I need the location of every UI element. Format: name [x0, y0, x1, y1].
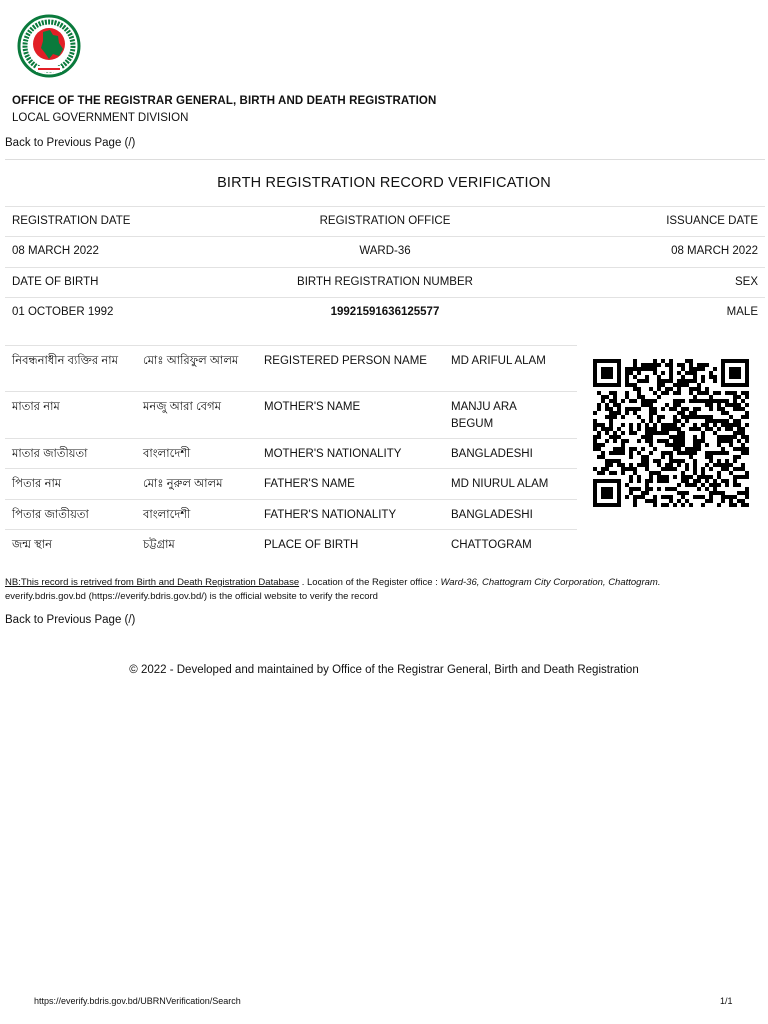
sex-value: MALE — [726, 306, 758, 318]
qr-code-icon — [593, 359, 749, 507]
value-bn: বাংলাদেশী — [143, 448, 191, 460]
divider — [5, 159, 765, 160]
value-en: MD ARIFUL ALAM — [451, 355, 546, 367]
issuance-date-value: 08 MARCH 2022 — [671, 245, 758, 257]
org-subtitle: LOCAL GOVERNMENT DIVISION — [12, 112, 189, 124]
value-en: MD NIURUL ALAM — [451, 478, 549, 490]
value-bn: মনজু আরা বেগম — [143, 401, 221, 413]
label-en: MOTHER'S NATIONALITY — [264, 448, 402, 460]
copyright-footer: © 2022 - Developed and maintained by Office of the Registrar General, Birth and Death Registration — [129, 664, 639, 676]
brn-label: BIRTH REGISTRATION NUMBER — [297, 276, 473, 288]
value-en: BANGLADESHI — [451, 448, 533, 460]
org-title: OFFICE OF THE REGISTRAR GENERAL, BIRTH AND DEATH REGISTRATION — [12, 95, 437, 107]
label-bn: মাতার জাতীয়তা — [12, 448, 88, 460]
print-url: https://everify.bdris.gov.bd/UBRNVerification/Search — [34, 996, 241, 1006]
label-en: PLACE OF BIRTH — [264, 539, 359, 551]
table-row — [5, 391, 577, 439]
page-number: 1/1 — [720, 996, 733, 1006]
nb-database-link[interactable]: NB:This record is retrived from Birth and Death Registration Database — [5, 577, 300, 588]
issuance-date-label: ISSUANCE DATE — [666, 215, 758, 227]
value-en: BANGLADESHI — [451, 509, 533, 521]
table-row — [5, 345, 577, 392]
back-link-bottom[interactable]: Back to Previous Page (/) — [5, 614, 136, 626]
back-link-top[interactable]: Back to Previous Page (/) — [5, 137, 136, 149]
label-bn: পিতার নাম — [12, 478, 62, 490]
registration-office-value: WARD-36 — [359, 245, 411, 257]
summary-value-row — [5, 297, 765, 328]
label-bn: মাতার নাম — [12, 401, 60, 413]
label-en: REGISTERED PERSON NAME — [264, 355, 427, 367]
table-row — [5, 438, 577, 469]
summary-header-row — [5, 206, 765, 237]
table-row — [5, 499, 577, 530]
label-en: MOTHER'S NAME — [264, 401, 361, 413]
value-bn: চট্টগ্রাম — [143, 539, 175, 551]
summary-value-row — [5, 236, 765, 267]
date-of-birth-label: DATE OF BIRTH — [12, 276, 99, 288]
bangladesh-government-seal-icon — [14, 14, 84, 78]
brn-value: 19921591636125577 — [330, 306, 440, 318]
value-bn: মোঃ নুরুল আলম — [143, 478, 223, 490]
page-title: BIRTH REGISTRATION RECORD VERIFICATION — [217, 175, 551, 191]
value-en: CHATTOGRAM — [451, 539, 532, 551]
date-of-birth-value: 01 OCTOBER 1992 — [12, 306, 114, 318]
sex-label: SEX — [734, 276, 758, 288]
label-en: FATHER'S NAME — [264, 478, 355, 490]
label-en: FATHER'S NATIONALITY — [264, 509, 397, 521]
registration-office-label: REGISTRATION OFFICE — [319, 215, 451, 227]
value-bn: মোঃ আরিফুল আলম — [143, 355, 239, 367]
nb-note — [5, 577, 660, 588]
table-row — [5, 529, 577, 560]
location-prefix: . Location of the Register office : — [299, 577, 441, 588]
label-bn: নিবন্ধনাধীন ব্যক্তির নাম — [12, 355, 118, 367]
label-bn: জন্ম স্থান — [12, 539, 52, 551]
summary-header-row — [5, 267, 765, 298]
value-en: MANJU ARA BEGUM — [451, 401, 517, 430]
label-bn: পিতার জাতীয়তা — [12, 509, 89, 521]
value-bn: বাংলাদেশী — [143, 509, 191, 521]
register-office-location: Ward-36, Chattogram City Corporation, Chattogram. — [440, 577, 661, 588]
registration-date-label: REGISTRATION DATE — [12, 215, 131, 227]
verify-note: everify.bdris.gov.bd (https://everify.bdris.gov.bd/) is the official website to verify the record — [5, 591, 378, 602]
registration-date-value: 08 MARCH 2022 — [12, 245, 99, 257]
table-row — [5, 468, 577, 500]
